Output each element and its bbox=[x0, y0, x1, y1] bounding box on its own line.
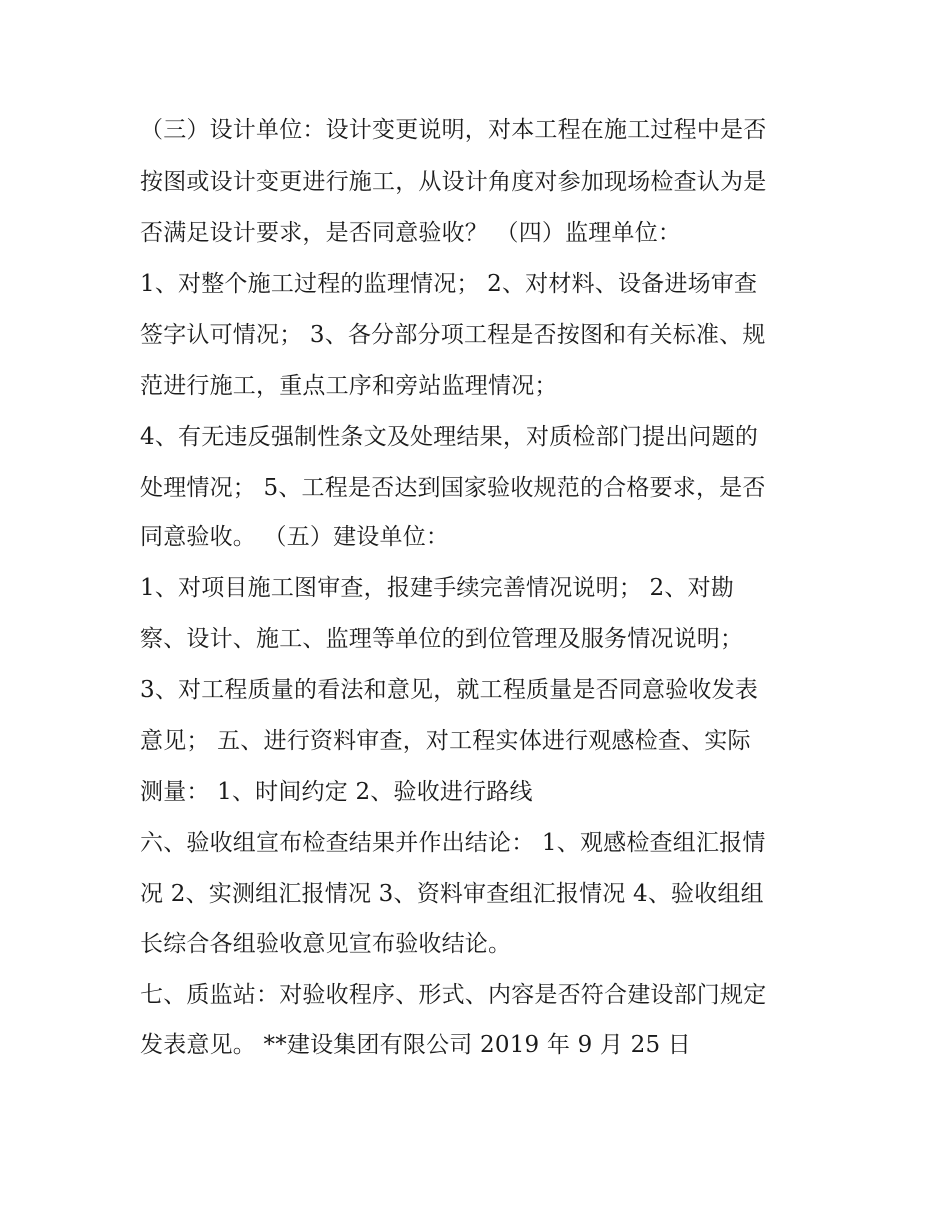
text-line-2: 按图或设计变更进行施工，从设计角度对参加现场检查认为是 bbox=[140, 169, 767, 195]
text-line-10: 1、对项目施工图审查，报建手续完善情况说明； 2、对勘 bbox=[140, 575, 734, 601]
text-line-9: 同意验收。 （五）建设单位： bbox=[140, 524, 450, 550]
text-line-19: 发表意见。 **建设集团有限公司 2019 年 9 月 25 日 bbox=[140, 1032, 692, 1058]
text-line-18: 七、质监站：对验收程序、形式、内容是否符合建设部门规定 bbox=[140, 982, 767, 1008]
text-line-6: 范进行施工，重点工序和旁站监理情况； bbox=[140, 373, 558, 399]
text-line-11: 察、设计、施工、监理等单位的到位管理及服务情况说明； bbox=[140, 626, 744, 652]
text-line-13: 意见； 五、进行资料审查，对工程实体进行观感检查、实际 bbox=[140, 728, 751, 754]
text-line-17: 长综合各组验收意见宣布验收结论。 bbox=[140, 931, 512, 957]
text-line-15: 六、验收组宣布检查结果并作出结论： 1、观感检查组汇报情 bbox=[140, 830, 766, 856]
text-line-8: 处理情况； 5、工程是否达到国家验收规范的合格要求，是否 bbox=[140, 475, 766, 501]
text-line-7: 4、有无违反强制性条文及处理结果，对质检部门提出问题的 bbox=[140, 424, 759, 450]
text-line-4: 1、对整个施工过程的监理情况； 2、对材料、设备进场审查 bbox=[140, 271, 758, 297]
text-line-5: 签字认可情况； 3、各分部分项工程是否按图和有关标准、规 bbox=[140, 322, 766, 348]
text-line-14: 测量： 1、时间约定 2、验收进行路线 bbox=[140, 779, 533, 805]
text-line-16: 况 2、实测组汇报情况 3、资料审查组汇报情况 4、验收组组 bbox=[140, 881, 764, 907]
text-line-3: 否满足设计要求，是否同意验收？ （四）监理单位： bbox=[140, 220, 682, 246]
text-line-1: （三）设计单位：设计变更说明，对本工程在施工过程中是否 bbox=[140, 117, 767, 143]
text-line-12: 3、对工程质量的看法和意见，就工程质量是否同意验收发表 bbox=[140, 677, 759, 703]
